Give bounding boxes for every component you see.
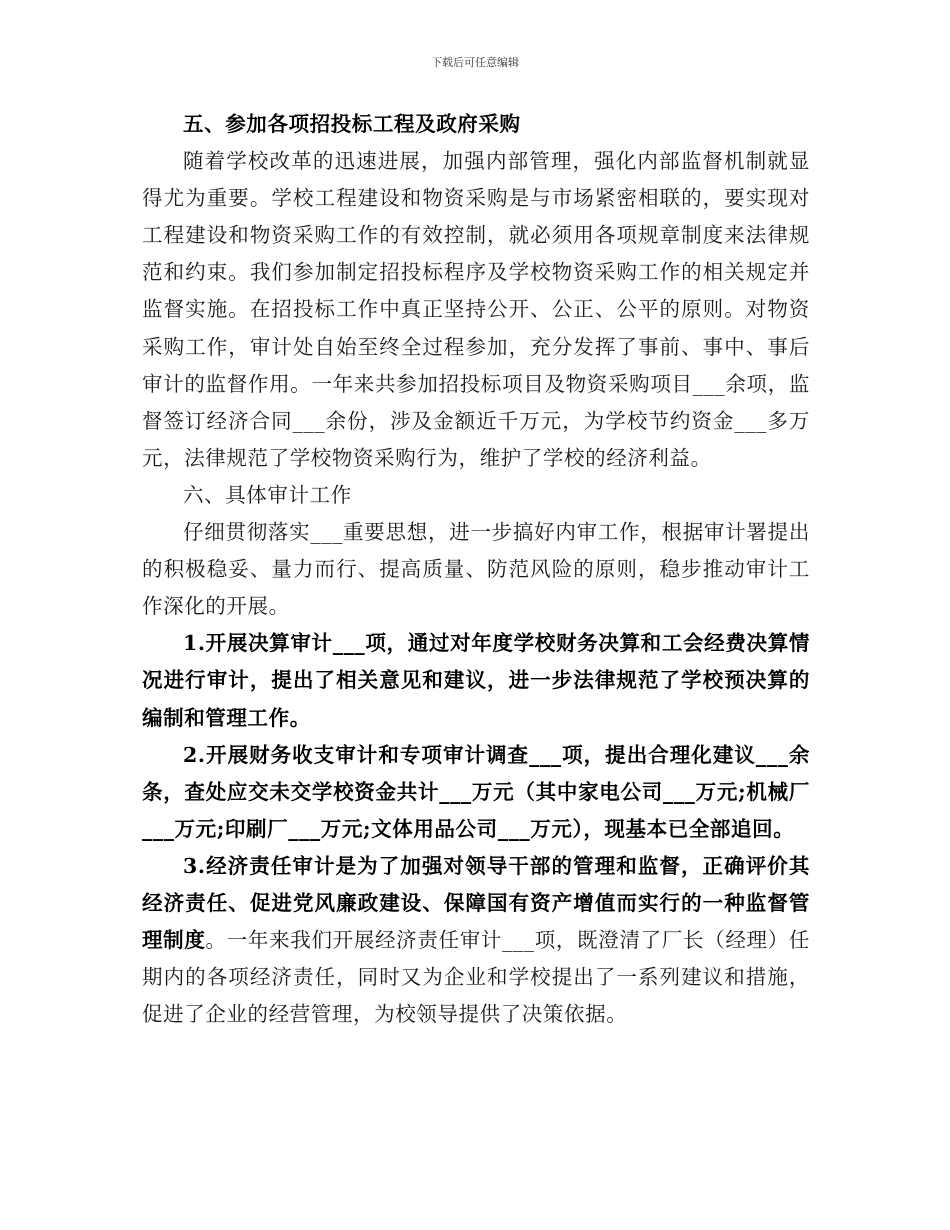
audit-item-1: 1.开展决算审计___项，通过对年度学校财务决算和工会经费决算情况进行审计，提出了相关意见和建议，进一步法律规范了学校预决算的编制和管理工作。 bbox=[142, 631, 810, 730]
section-heading-5: 五、参加各项招投标工程及政府采购 bbox=[183, 112, 521, 136]
audit-item-3-bold: 3.经济责任审计是为了加强对领导干部的管理和监督，正确评价其经济责任、促进党风廉政建设、保障国有资产增值而实行的一种监督管理制度 bbox=[142, 853, 810, 953]
page-header: 下载后可任意编辑 bbox=[431, 56, 519, 69]
audit-item-3-rest: 。一年来我们开展经济责任审计___项，既澄清了厂长（经理）任期内的各项经济责任，同时又为企业和学校提出了一系列建议和措施，促进了企业的经营管理，为校领导提供了决策依据。 bbox=[142, 928, 810, 1027]
section-6-intro: 仔细贯彻落实___重要思想，进一步搞好内审工作，根据审计署提出的积极稳妥、量力而行、提高质量、防范风险的原则，稳步推动审计工作深化的开展。 bbox=[142, 520, 810, 619]
audit-item-2: 2.开展财务收支审计和专项审计调查___项，提出合理化建议___余条，查处应交未交学校资金共计___万元（其中家电公司___万元;机械厂___万元;印刷厂___万元;文体用品公司___万元），现基本已全部追回。 bbox=[142, 742, 810, 841]
document-body bbox=[142, 106, 810, 1033]
section-5-paragraph: 随着学校改革的迅速进展，加强内部管理，强化内部监督机制就显得尤为重要。学校工程建设和物资采购是与市场紧密相联的，要实现对工程建设和物资采购工作的有效控制，就必须用各项规章制度来法律规范和约束。我们参加制定招投标程序及学校物资采购工作的相关规定并监督实施。在招投标工作中真正坚持公开、公正、公平的原则。对物资采购工作，审计处自始至终全过程参加，充分发挥了事前、事中、事后审计的监督作用。一年来共参加招投标项目及物资采购项目___余项，监督签订经济合同___余份，涉及金额近千万元，为学校节约资金___多万元，法律规范了学校物资采购行为，维护了学校的经济利益。 bbox=[142, 149, 810, 470]
section-heading-6: 六、具体审计工作 bbox=[183, 482, 352, 507]
audit-item-3 bbox=[142, 848, 810, 1033]
